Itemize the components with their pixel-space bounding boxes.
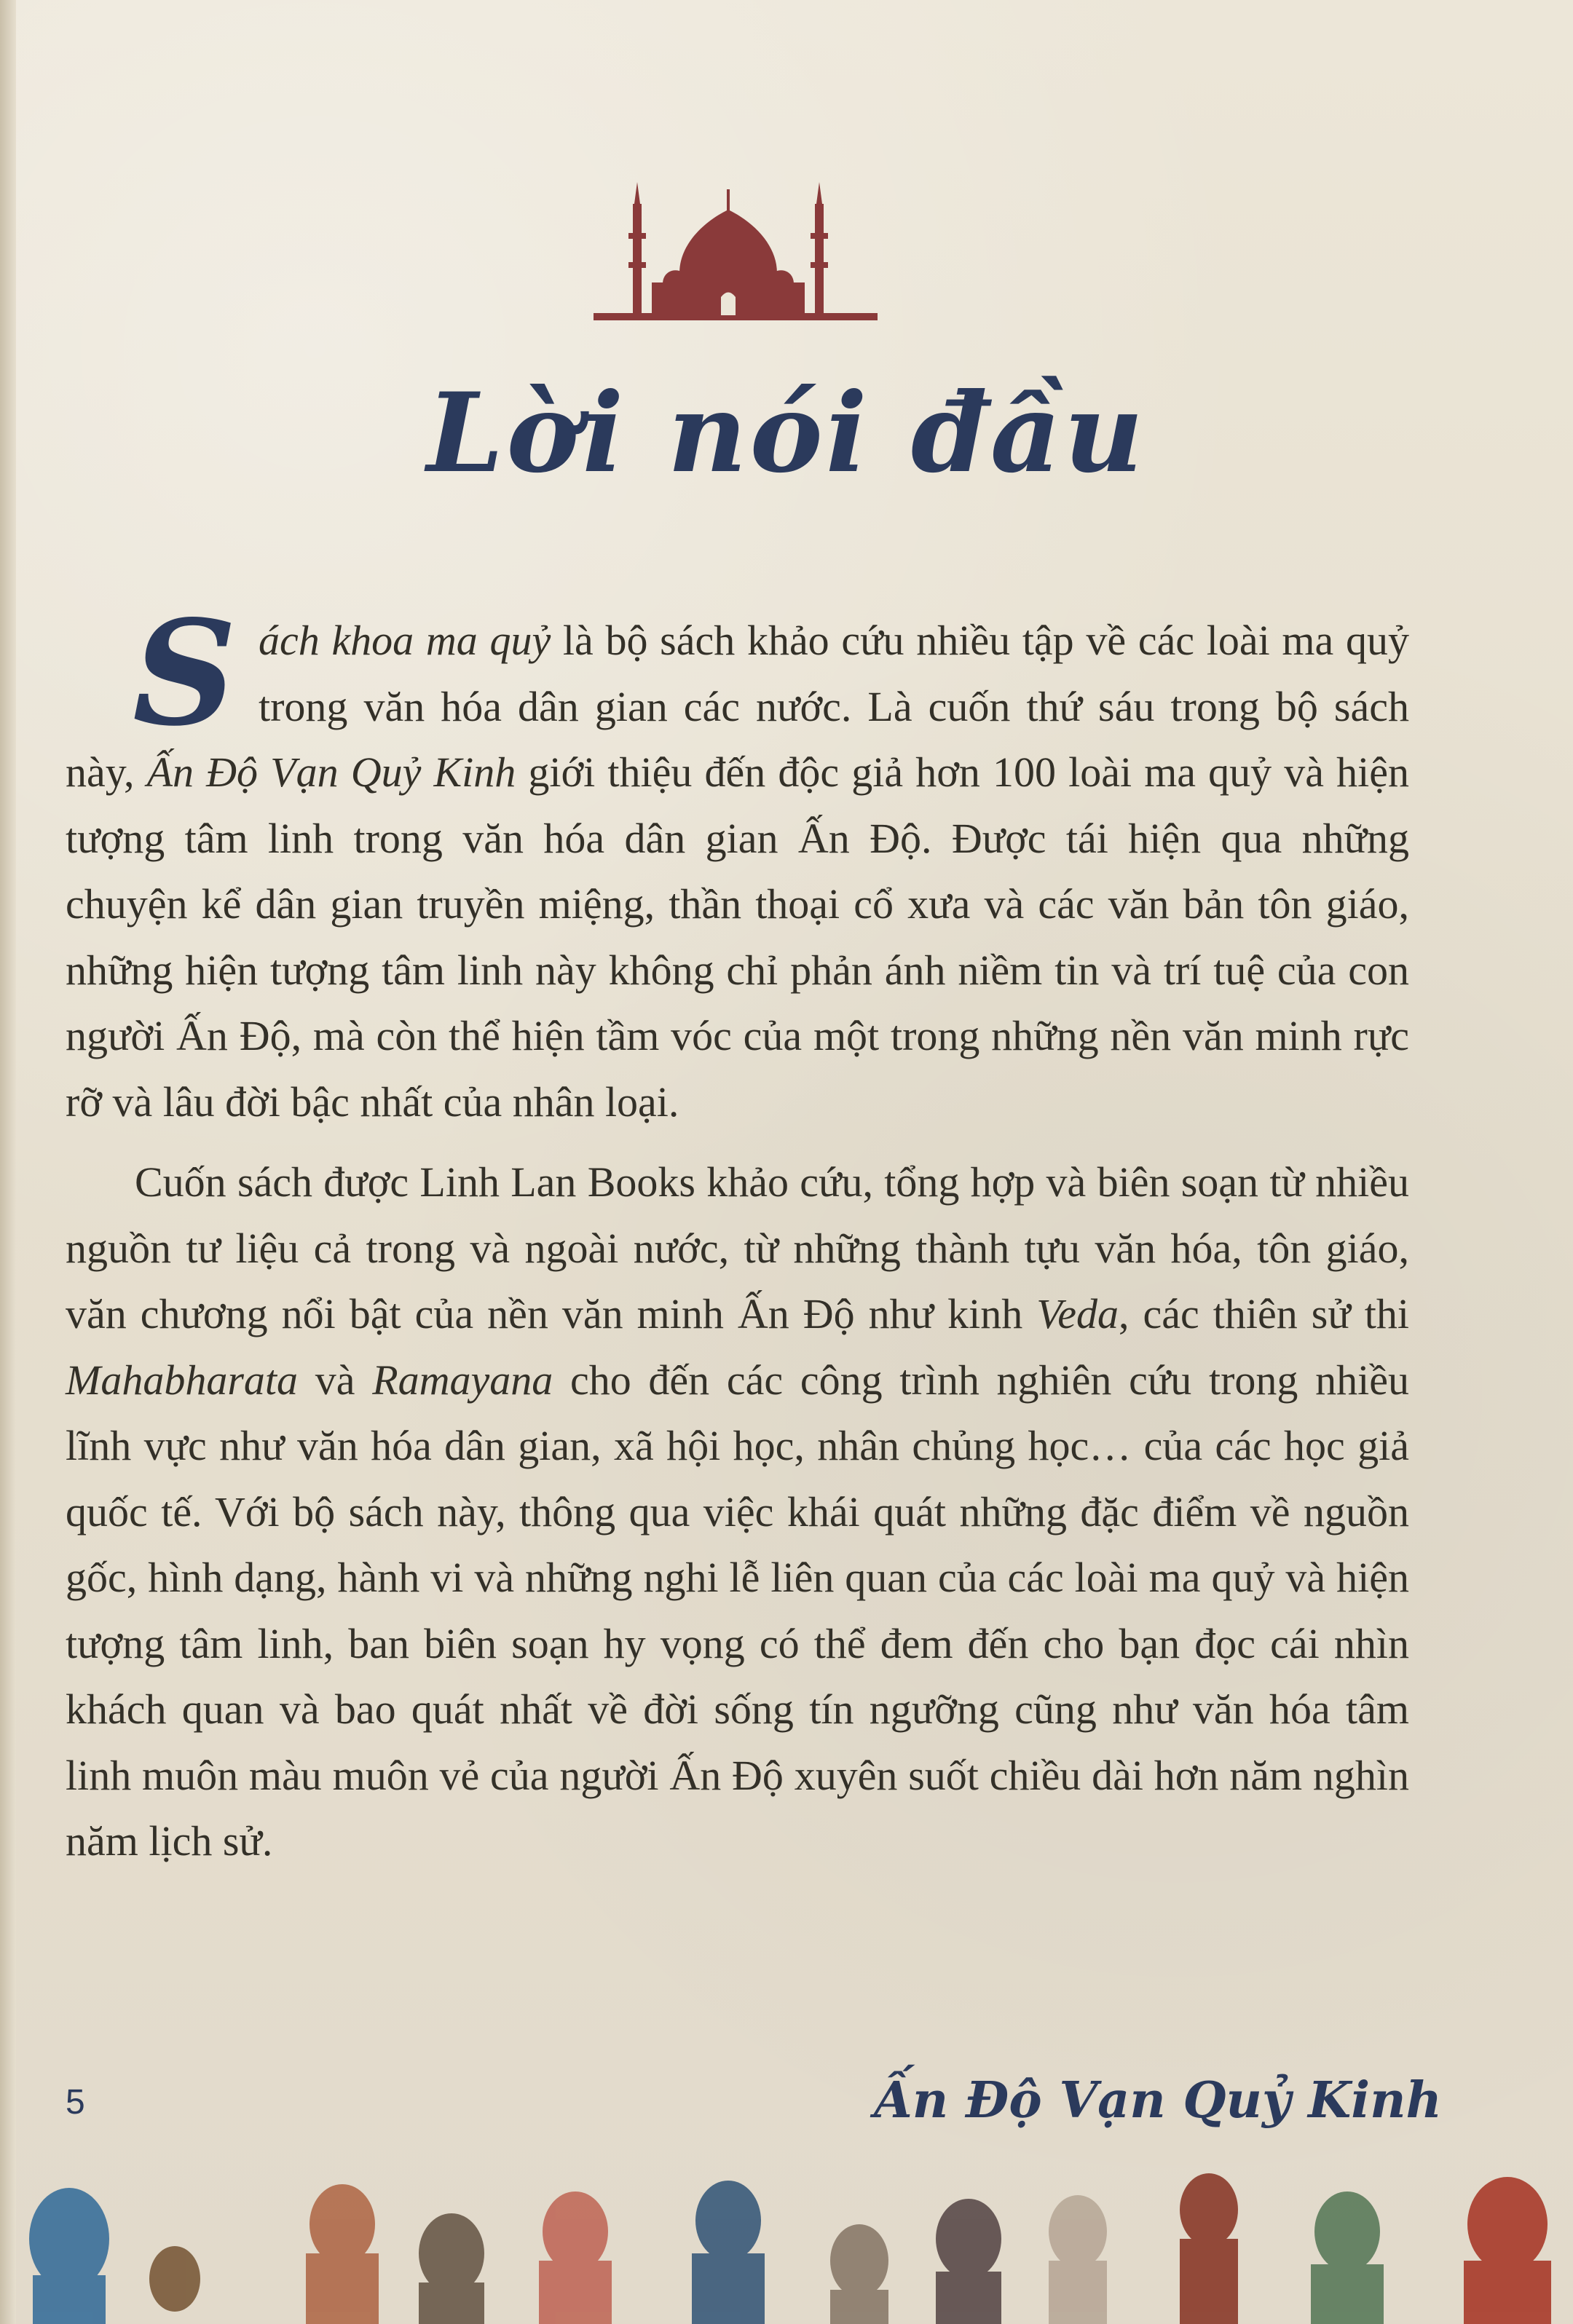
demon-figures-frieze (0, 2151, 1573, 2324)
italic-ramayana: Ramayana (372, 1356, 553, 1404)
paragraph-1-text-b: giới thiệu đến độc giả hơn 100 loài ma quỷ và hiện tượng tâm linh trong văn hóa dân gian Ấn Độ. Được tái hiện qua những chuyện kể dân gian truyền miệng, thần thoại cổ xưa và các văn bản tôn giáo, những hiện tượng tâm linh này không chỉ phản ánh niềm tin và trí tuệ của con người Ấn Độ, mà còn thể hiện tầm vóc của một trong những nền văn minh rực rỡ và lâu đời bậc nhất của nhân loại. (66, 748, 1410, 1126)
italic-veda: Veda (1036, 1290, 1119, 1337)
italic-mahabharata: Mahabharata (66, 1356, 298, 1404)
page-edge (0, 0, 16, 2324)
paragraph-2-text-b: , các thiên sử thi (1119, 1290, 1410, 1337)
page-number: 5 (66, 2083, 85, 2122)
drop-cap: S (133, 588, 237, 758)
running-book-title: Ấn Độ Vạn Quỷ Kinh (874, 2071, 1442, 2130)
preface-body (66, 588, 1410, 1875)
paragraph-1-text-a: là bộ sách khảo cứu nhiều tập về các loài ma quỷ trong văn hóa dân gian các nước. Là cuốn thứ sáu trong bộ sách này, (66, 617, 1409, 796)
mosque-icon (594, 175, 878, 349)
paragraph-2 (66, 1150, 1409, 1875)
paragraph-2-text-d: cho đến các công trình nghiên cứu trong nhiều lĩnh vực như văn hóa dân gian, xã hội học, nhân chủng học… của các học giả quốc tế. Với bộ sách này, thông qua việc khái quát những đặc điểm về nguồn gốc, hình dạng, hành vi và những nghi lễ liên quan của các loài ma quỷ và hiện tượng tâm linh, ban biên soạn hy vọng có thể đem đến cho bạn đọc cái nhìn khách quan và bao quát nhất về đời sống tín ngưỡng cũng như văn hóa tâm linh muôn màu muôn vẻ của người Ấn Độ xuyên suốt chiều dài hơn năm nghìn năm lịch sử. (66, 1356, 1410, 1865)
italic-series-title: ách khoa ma quỷ (259, 617, 551, 664)
page-title: Lời nói đầu (426, 369, 1147, 497)
paragraph-2-text-c: và (298, 1356, 373, 1404)
paragraph-1 (66, 588, 1410, 1135)
paragraph-2-text-a: Cuốn sách được Linh Lan Books khảo cứu, tổng hợp và biên soạn từ nhiều nguồn tư liệu cả trong và ngoài nước, từ những thành tựu văn hóa, tôn giáo, văn chương nổi bật của nền văn minh Ấn Độ như kinh (66, 1158, 1409, 1337)
italic-book-title: Ấn Độ Vạn Quỷ Kinh (146, 748, 516, 796)
